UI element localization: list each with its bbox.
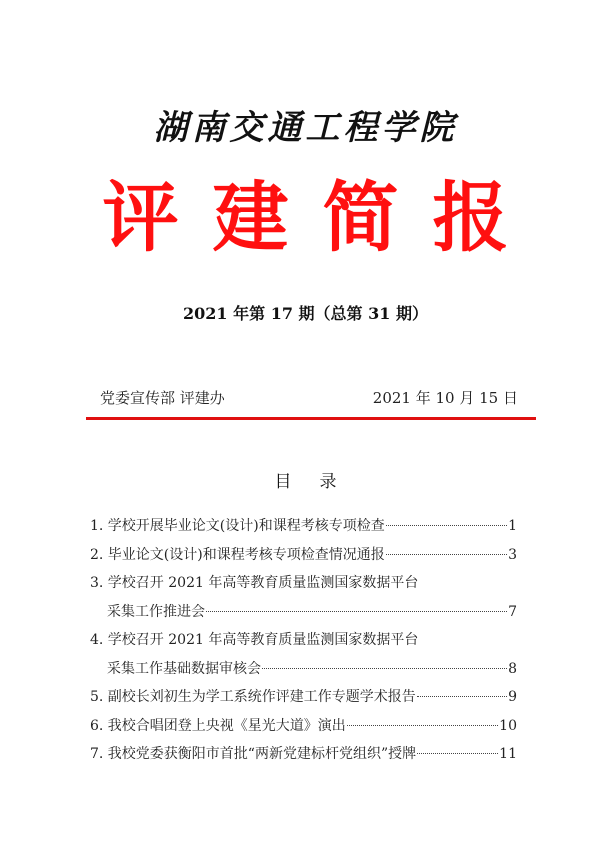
toc-entry-page: 8 (508, 660, 517, 677)
toc-leader-dots (417, 753, 498, 754)
toc-entry-text: 7. 我校党委获衡阳市首批“两新党建标杆党组织”授牌 (90, 746, 417, 762)
toc-entry-4[interactable] (90, 629, 517, 658)
toc-leader-dots (386, 554, 507, 555)
toc-entry-page: 7 (508, 603, 517, 620)
toc-entry-page: 1 (508, 518, 517, 534)
school-name: 湖南交通工程学院 (153, 108, 458, 148)
table-of-contents (90, 515, 517, 772)
publisher: 党委宣传部 评建办 (100, 389, 225, 407)
toc-leader-dots (262, 668, 507, 669)
toc-leader-dots (347, 725, 498, 726)
toc-entry-text: 3. 学校召开 2021 年高等教育质量监测国家数据平台 (90, 575, 419, 591)
toc-entry-2[interactable] (90, 544, 517, 573)
toc-entry-6[interactable] (90, 715, 517, 744)
toc-title: 目录 (274, 472, 365, 492)
toc-leader-dots (417, 696, 507, 697)
toc-entry-page: 10 (499, 717, 517, 734)
toc-leader-dots (206, 611, 507, 612)
publish-date: 2021 年 10 月 15 日 (372, 389, 518, 407)
toc-entry-text: 5. 副校长刘初生为学工系统作评建工作专题学术报告 (90, 689, 416, 705)
toc-entry-page: 3 (508, 546, 517, 563)
toc-entry-text: 4. 学校召开 2021 年高等教育质量监测国家数据平台 (90, 632, 419, 648)
toc-leader-dots (386, 525, 507, 526)
red-divider (86, 417, 536, 420)
toc-entry-4-cont[interactable] (90, 658, 517, 687)
toc-entry-page: 9 (508, 689, 517, 705)
toc-entry-3[interactable] (90, 572, 517, 601)
masthead-title: 评建简报 (102, 173, 543, 262)
toc-entry-page: 11 (499, 746, 517, 762)
toc-entry-3-cont[interactable] (90, 601, 517, 630)
toc-entry-text: 1. 学校开展毕业论文(设计)和课程考核专项检查 (90, 518, 385, 534)
toc-entry-7[interactable] (90, 743, 517, 772)
toc-entry-text: 6. 我校合唱团登上央视《星光大道》演出 (90, 717, 346, 734)
toc-entry-text: 采集工作基础数据审核会 (107, 660, 261, 677)
issue-number: 2021 年第 17 期（总第 31 期） (183, 304, 428, 323)
toc-entry-text: 采集工作推进会 (107, 603, 205, 620)
toc-entry-text: 2. 毕业论文(设计)和课程考核专项检查情况通报 (90, 546, 385, 563)
toc-entry-5[interactable] (90, 686, 517, 715)
toc-entry-1[interactable] (90, 515, 517, 544)
